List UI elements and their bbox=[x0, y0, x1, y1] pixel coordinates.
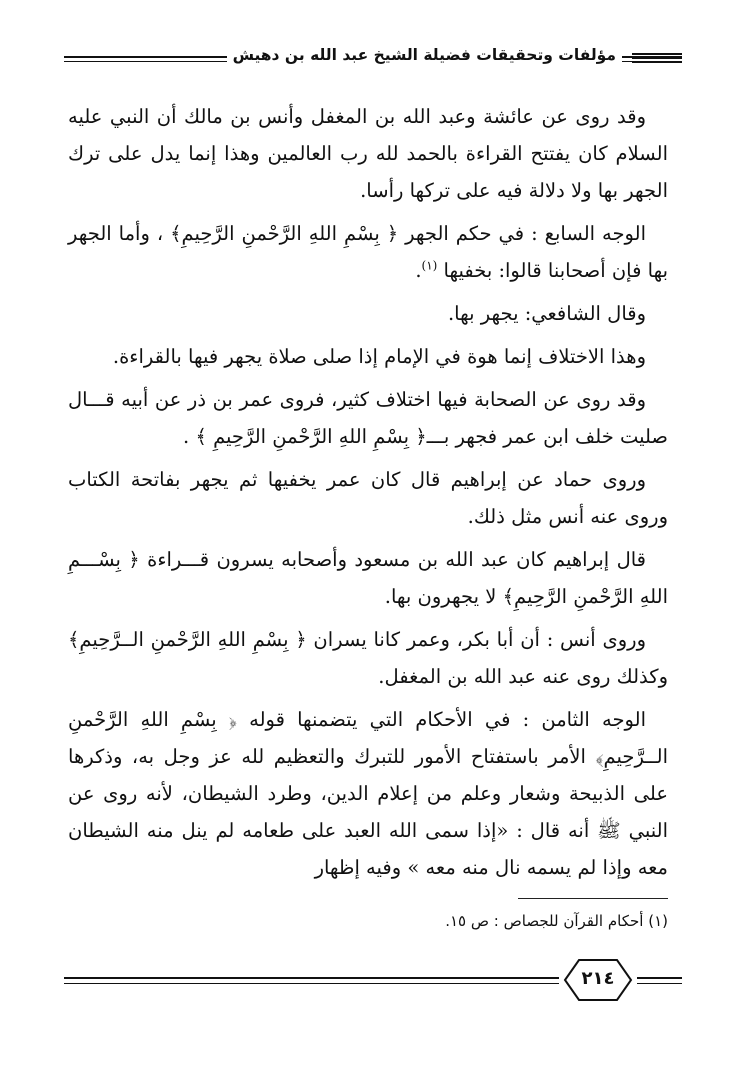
footnote-reference[interactable]: (١) bbox=[421, 258, 438, 273]
paragraph-2 bbox=[68, 215, 668, 289]
footer-rule bbox=[637, 977, 682, 979]
paragraph-2-text: الوجه السابع : في حكم الجهر ﴿ بِسْمِ اللهِ الرَّحْمنِ الرَّحِيمِ﴾ ، وأما الجهر بها فإن أصحابنا قالوا: بخفيها bbox=[68, 222, 668, 282]
paragraph-7: قال إبراهيم كان عبد الله بن مسعود وأصحابه يسرون قـــراءة ﴿ بِسْـــمِ اللهِ الرَّحْمنِ الرَّحِيمِ﴾ لا يجهرون بها. bbox=[68, 548, 668, 608]
paragraph-3: وقال الشافعي: يجهر بها. bbox=[447, 302, 646, 325]
page-header bbox=[64, 42, 682, 72]
footer-rule-thin bbox=[64, 983, 559, 984]
paragraph-4: وهذا الاختلاف إنما هوة في الإمام إذا صلى صلاة يجهر فيها بالقراءة. bbox=[112, 345, 646, 368]
footnote-separator bbox=[518, 898, 668, 899]
paragraph-9: الوجه الثامن : في الأحكام التي يتضمنها قوله ﴿ بِسْمِ اللهِ الرَّحْمنِ الــرَّحِيمِ﴾ الأمر باستفتاح الأمور للتبرك والتعظيم لله عز وجل به، وذكرها على الذبيحة وشعار وعلم من إعلام الدين، وطرد الشيطان، لأنه روى عن النبي ﷺ أنه قال : «إذا سمى الله العبد على طعامه لم ينل منه الشيطان معه وإذا لم يسمه نال منه معه » وفيه إظهار bbox=[68, 708, 668, 879]
running-header-title: مؤلفات وتحقيقات فضيلة الشيخ عبد الله بن دهيش bbox=[227, 46, 622, 64]
paragraph-8: وروى أنس : أن أبا بكر، وعمر كانا يسران ﴿ بِسْمِ اللهِ الرَّحْمنِ الــرَّحِيمِ﴾ وكذلك روى عنه عبد الله بن المغفل. bbox=[68, 628, 668, 688]
footer-rule bbox=[64, 977, 559, 979]
main-text bbox=[68, 98, 668, 892]
paragraph-1: وقد روى عن عائشة وعبد الله بن المغفل وأنس بن مالك أن النبي عليه السلام كان يفتتح القراءة بالحمد لله رب العالمين وهذا إنما يدل على ترك الجهر بها ولا دلالة فيه على تركها رأسا. bbox=[68, 105, 668, 202]
paragraph-6: وروى حماد عن إبراهيم قال كان عمر يخفيها ثم يجهر بفاتحة الكتاب وروى عنه أنس مثل ذلك. bbox=[68, 468, 668, 528]
paragraph-2-end: . bbox=[415, 259, 422, 282]
footer-rule-thin bbox=[637, 983, 682, 984]
header-ornament bbox=[632, 53, 682, 63]
page-number: ٢١٤ bbox=[581, 968, 615, 989]
footnote: (١) أحكام القرآن للجصاص : ص ١٥. bbox=[445, 912, 668, 930]
paragraph-5: وقد روى عن الصحابة فيها اختلاف كثير، فروى عمر بن ذر عن أبيه قـــال صليت خلف ابن عمر فجهر بـــ﴿ بِسْمِ اللهِ الرَّحْمنِ الرَّحِيمِ ﴾ . bbox=[68, 388, 668, 448]
page-footer bbox=[64, 955, 682, 1003]
